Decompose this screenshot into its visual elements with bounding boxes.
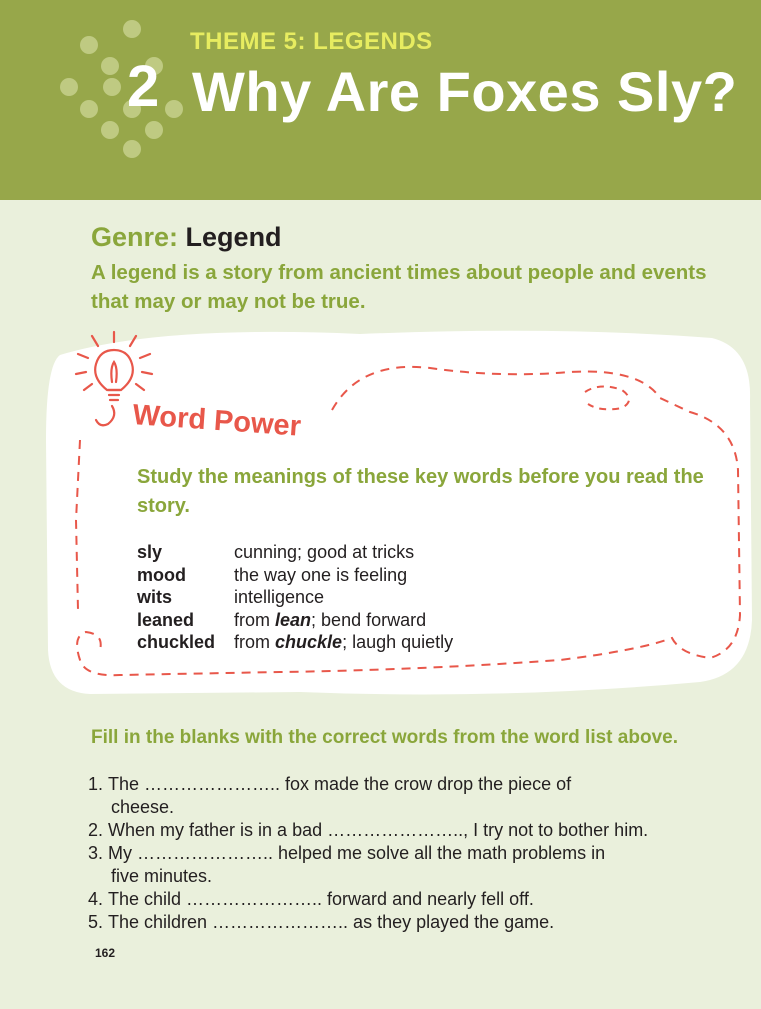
question-number: 1. bbox=[88, 774, 104, 794]
word-term: mood bbox=[137, 564, 186, 585]
genre-value: Legend bbox=[185, 222, 282, 252]
page-title: Why Are Foxes Sly? bbox=[192, 60, 738, 123]
chapter-number: 2 bbox=[127, 54, 160, 119]
genre-line bbox=[91, 222, 282, 253]
word-term: chuckled bbox=[137, 632, 216, 652]
question-item bbox=[88, 819, 728, 842]
chapter-header bbox=[0, 0, 761, 200]
word-prefix: from bbox=[234, 609, 276, 630]
question-number: 5. bbox=[88, 912, 104, 932]
question-text: The child ………………….. forward and nearly fell off. bbox=[108, 889, 534, 909]
word-row bbox=[137, 541, 453, 564]
word-term: wits bbox=[137, 587, 173, 607]
word-definition: intelligence bbox=[234, 587, 325, 607]
question-text: The children ………………….. as they played the game. bbox=[108, 912, 555, 932]
word-power-instruction: Study the meanings of these key words before you read the story. bbox=[137, 466, 704, 517]
word-row bbox=[137, 609, 453, 632]
word-root: chuckle bbox=[275, 632, 343, 652]
question-text: When my father is in a bad ………………….., I try not to bother him. bbox=[108, 820, 649, 840]
question-number: 3. bbox=[88, 843, 104, 863]
question-item bbox=[88, 911, 728, 934]
question-number: 2. bbox=[88, 820, 104, 840]
word-row bbox=[137, 564, 453, 587]
word-row bbox=[137, 586, 453, 609]
question-text: My ………………….. helped me solve all the math problems in bbox=[108, 843, 606, 863]
word-definition: the way one is feeling bbox=[234, 564, 408, 585]
question-continuation: cheese. bbox=[111, 797, 175, 817]
word-term: sly bbox=[137, 542, 163, 562]
genre-label: Genre: bbox=[91, 222, 179, 252]
question-item bbox=[88, 842, 728, 888]
question-text: The ………………….. fox made the crow drop the piece of bbox=[108, 774, 572, 794]
word-root: lean bbox=[275, 609, 312, 630]
word-definition: ; laugh quietly bbox=[342, 632, 454, 652]
question-number: 4. bbox=[88, 889, 104, 909]
word-prefix: from bbox=[234, 632, 276, 652]
word-definition: cunning; good at tricks bbox=[234, 542, 415, 562]
genre-description: A legend is a story from ancient times about people and events that may or may not be true. bbox=[91, 261, 707, 313]
question-item bbox=[88, 773, 728, 819]
word-list bbox=[137, 541, 453, 654]
word-definition: ; bend forward bbox=[311, 609, 427, 630]
page-number: 162 bbox=[95, 946, 116, 960]
word-term: leaned bbox=[137, 609, 195, 630]
question-item bbox=[88, 888, 728, 911]
word-power-heading: Word Power bbox=[131, 399, 302, 443]
question-list bbox=[88, 773, 728, 934]
word-row bbox=[137, 631, 453, 654]
exercise-instruction: Fill in the blanks with the correct words from the word list above. bbox=[91, 727, 678, 748]
theme-label: THEME 5: LEGENDS bbox=[190, 28, 433, 55]
question-continuation: five minutes. bbox=[111, 866, 213, 886]
